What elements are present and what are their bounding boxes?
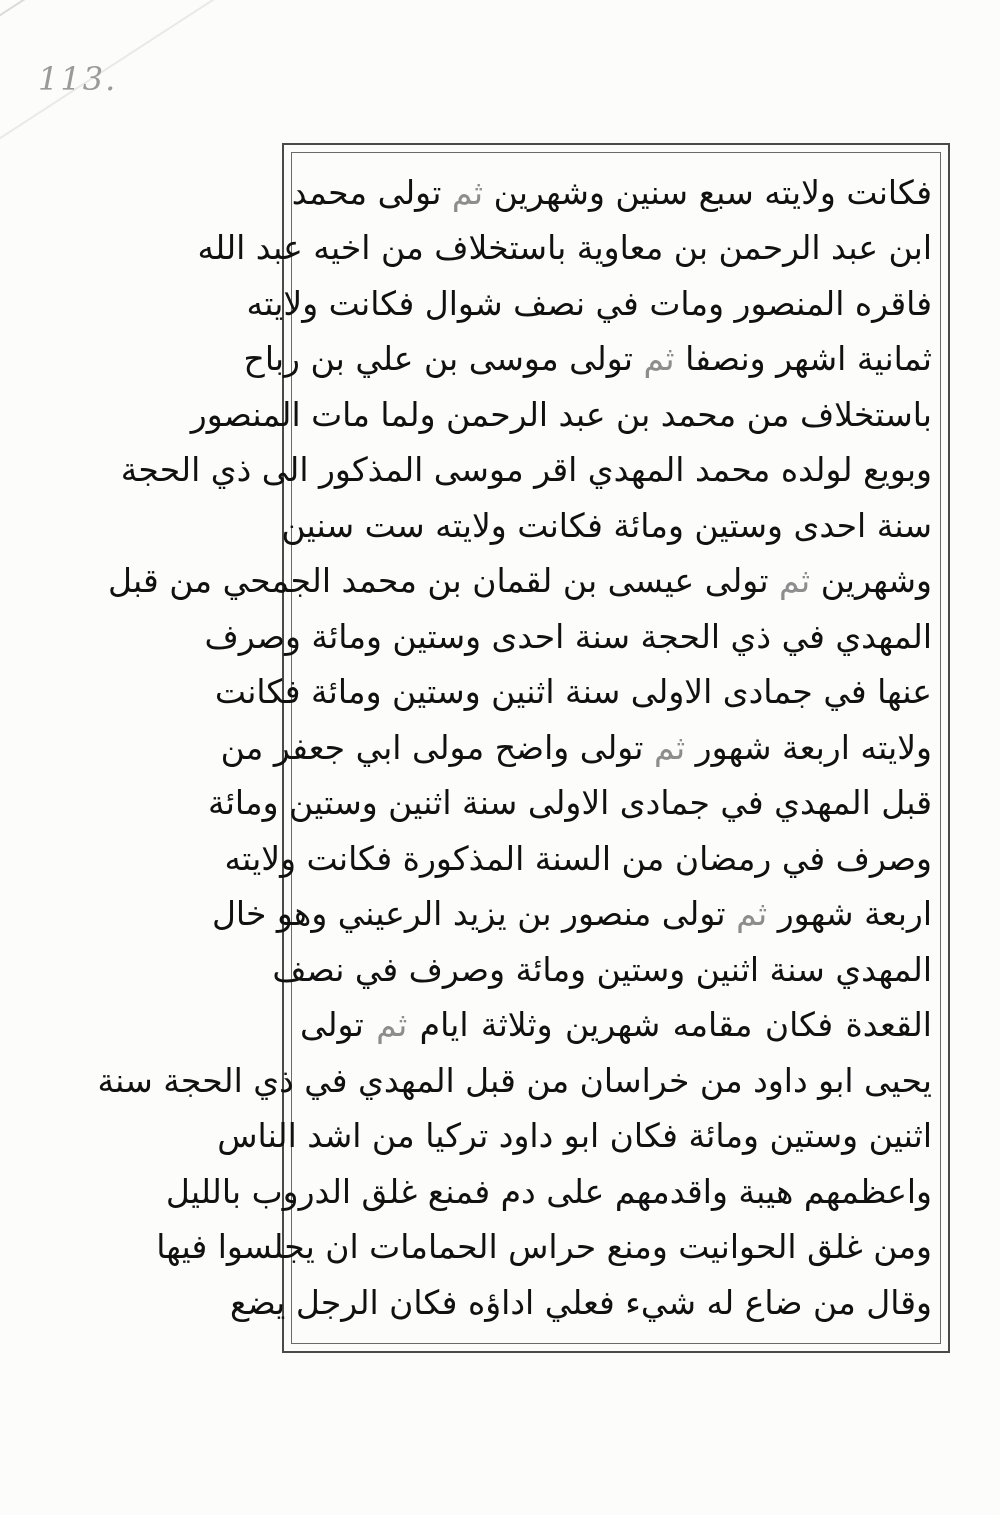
text-line: وصرف في رمضان من السنة المذكورة فكانت ولايته (224, 839, 932, 878)
folio-number: 113. (38, 60, 118, 98)
text-line: اثنين وستين ومائة فكان ابو داود تركيا من اشد الناس (217, 1116, 932, 1155)
rubric-word: ثم (643, 339, 675, 378)
text-line: باستخلاف من محمد بن عبد الرحمن ولما مات المنصور (190, 395, 932, 434)
text-line: فاقره المنصور ومات في نصف شوال فكانت ولايته (246, 284, 932, 323)
text-line: ثمانية اشهر ونصفا ثم تولى موسى بن علي بن رباح (243, 339, 932, 378)
rubric-word: ثم (736, 894, 768, 933)
text-line: المهدي سنة اثنين وستين ومائة وصرف في نصف (272, 950, 932, 989)
text-line: فكانت ولايته سبع سنين وشهرين ثم تولى محمد (291, 173, 932, 212)
rubric-word: ثم (779, 561, 811, 600)
text-line: وقال من ضاع له شيء فعلي اداؤه فكان الرجل يضع (230, 1283, 932, 1322)
text-line: ابن عبد الرحمن بن معاوية باستخلاف من اخيه عبد الله (197, 228, 932, 267)
text-line: وشهرين ثم تولى عيسى بن لقمان بن محمد الجمحي من قبل (108, 561, 932, 600)
manuscript-text-block (97, 162, 932, 1334)
text-line: واعظمهم هيبة واقدمهم على دم فمنع غلق الدروب بالليل (165, 1172, 932, 1211)
rubric-word: ثم (653, 728, 686, 767)
text-line: القعدة فكان مقامه شهرين وثلاثة ايام ثم تولى (300, 1005, 932, 1044)
text-line: ولايته اربعة شهور ثم تولى واضح مولى ابي جعفر من (220, 728, 932, 767)
text-line: اربعة شهور ثم تولى منصور بن يزيد الرعيني وهو خال (211, 894, 932, 933)
text-line: يحيى ابو داود من خراسان من قبل المهدي في ذي الحجة سنة (97, 1061, 932, 1100)
rubric-word: ثم (451, 173, 484, 212)
text-line: المهدي في ذي الحجة سنة احدى وستين ومائة وصرف (204, 617, 932, 656)
text-line: ومن غلق الحوانيت ومنع حراس الحمامات ان يجلسوا فيها (156, 1227, 932, 1266)
rubric-word: ثم (376, 1005, 408, 1044)
text-line: عنها في جمادى الاولى سنة اثنين وستين ومائة فكانت (214, 672, 932, 711)
text-line: قبل المهدي في جمادى الاولى سنة اثنين وستين ومائة (208, 783, 932, 822)
text-line: وبويع لولده محمد المهدي اقر موسى المذكور الى ذي الحجة (120, 450, 932, 489)
text-line: سنة احدى وستين ومائة فكانت ولايته ست سنين (281, 506, 932, 545)
